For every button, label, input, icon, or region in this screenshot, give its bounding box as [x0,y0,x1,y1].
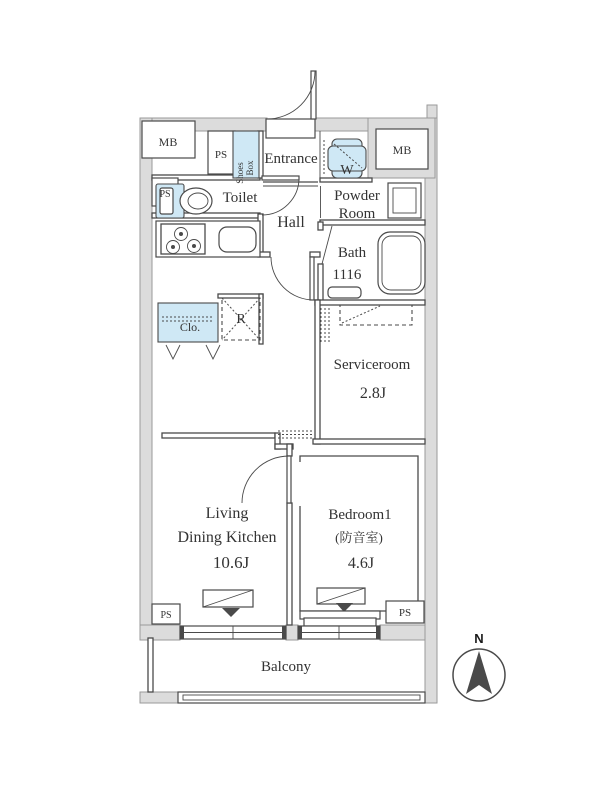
wall-hatch-marks [278,308,329,438]
toilet-label: Toilet [222,190,258,206]
bathtub [378,232,425,294]
shoes-box-label-2: Box [245,160,255,176]
ldk-label-2: Dining Kitchen [177,529,277,546]
toilet-door-swing [262,178,299,215]
entrance-door-swing [267,71,315,119]
bedroom-window [298,611,380,639]
entrance-door-leaf [311,71,316,119]
hall-door-leaf [310,257,314,300]
ldk-window [180,626,286,639]
bedroom-door-swing [242,456,289,503]
mb-top-left-label: MB [158,135,178,149]
compass-north-label: N [474,631,484,646]
powder-vanity [388,183,421,218]
balcony-label: Balcony [261,659,311,675]
serviceroom-size-label: 2.8J [359,385,387,402]
serviceroom-label: Serviceroom [333,357,411,373]
bath-counter [328,287,361,298]
ps-top-label: PS [214,149,228,161]
bedroom-vent-symbol [317,588,365,612]
ldk-vent-symbol [203,590,253,617]
ldk-label-1: Living [205,505,249,522]
ps-bottom-left-label: PS [160,610,172,621]
mb-top-right-label: MB [392,143,412,157]
bedroom-size-label: 4.6J [347,555,375,572]
hall-label: Hall [277,214,305,231]
ldk-size-label: 10.6J [212,553,250,572]
shoes-box-label-1: Shoes [235,162,245,184]
serviceroom-shelf [340,305,412,325]
kitchen-sink [219,227,256,252]
kitchen-counter [156,221,260,257]
bath-door [322,226,332,264]
powder-room-label-2: Room [338,206,376,222]
bath-label: Bath [337,245,367,261]
bedroom-label: Bedroom1 [328,507,392,523]
washer-label: W [340,163,354,178]
hall-door-swing [271,257,314,300]
entrance-label: Entrance [264,151,318,167]
closet-label: Clo. [179,320,201,334]
compass [453,631,505,701]
bedroom-sublabel: (防音室) [335,530,383,545]
balcony-railing [178,692,425,703]
bedroom-door-leaf [287,456,291,503]
entrance-threshold [266,119,315,138]
bath-size-label: 1116 [332,267,362,283]
entrance-step [263,182,318,186]
ps-bottom-right-label: PS [398,607,412,619]
ps-toilet-label: PS [159,189,171,200]
refrigerator-label: R [236,312,246,327]
powder-room-label-1: Powder [334,188,380,204]
toilet-door-leaf [262,176,299,180]
